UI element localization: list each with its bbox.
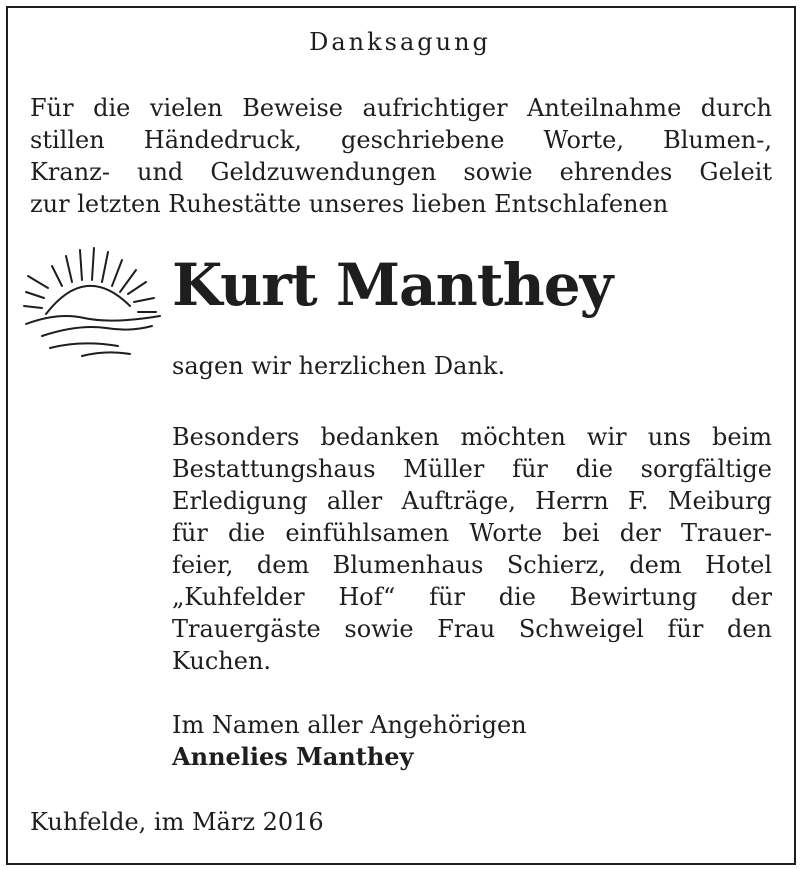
intro-line: Für die vielen Beweise aufrichtiger Anteilnahme durch	[30, 94, 772, 122]
place-date: Kuhfelde, im März 2016	[30, 808, 324, 836]
closing-block	[172, 709, 527, 773]
body-line: Kuchen.	[172, 647, 272, 675]
signer-name: Annelies Manthey	[172, 742, 414, 771]
body-line: Trauergäste sowie Frau Schweigel für den	[172, 615, 772, 643]
body-line: „Kuhfelder Hof“ für die Bewirtung der	[172, 583, 772, 611]
deceased-name: Kurt Manthey	[172, 251, 613, 319]
notice-heading: Danksagung	[309, 28, 491, 56]
body-line: für die einfühlsamen Worte bei der Trauer-	[172, 519, 772, 547]
body-line: feier, dem Blumenhaus Schierz, dem Hotel	[172, 551, 772, 579]
intro-line: stillen Händedruck, geschriebene Worte, Blumen-,	[30, 126, 772, 154]
closing-line: Im Namen aller Angehörigen	[172, 711, 527, 739]
intro-paragraph	[30, 92, 772, 220]
body-line: Erledigung aller Aufträge, Herrn F. Meiburg	[172, 487, 772, 515]
intro-line: zur letzten Ruhestätte unseres lieben Entschlafenen	[30, 190, 669, 218]
body-paragraph	[172, 421, 772, 677]
body-line: Besonders bedanken möchten wir uns beim	[172, 423, 772, 451]
intro-line: Kranz- und Geldzuwendungen sowie ehrendes Geleit	[30, 158, 772, 186]
sunset-over-hills-icon	[22, 242, 164, 364]
body-line: Bestattungshaus Müller für die sorgfältige	[172, 455, 772, 483]
thanks-line: sagen wir herzlichen Dank.	[172, 352, 506, 380]
